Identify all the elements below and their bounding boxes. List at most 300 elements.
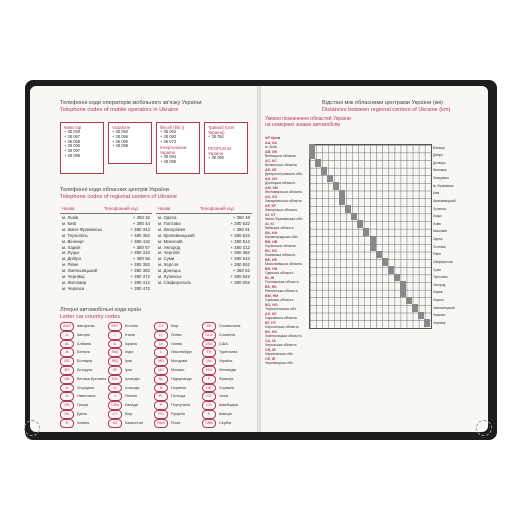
region-plate-code: ВА, НА: [265, 230, 278, 235]
country-name: Ісландія: [125, 385, 140, 390]
city-phone-code: + 380 382: [130, 268, 150, 274]
country-name: Швеція: [219, 411, 232, 416]
operator-code: + 38 093: [160, 133, 177, 139]
country-name: Росія: [171, 420, 181, 425]
country-code-oval: RO: [154, 410, 168, 419]
country-name: Швейцарія: [219, 403, 238, 408]
country-code-oval: N: [154, 384, 168, 393]
distance-row-city: Київ: [433, 191, 440, 196]
letter-code-row: [154, 401, 192, 410]
letter-title-en: Letter car country codes: [60, 314, 121, 320]
distance-row-city: Ужгород: [433, 282, 446, 287]
plates-title-ua: Умовні позначення областей України: [265, 116, 351, 122]
letter-code-row: [154, 392, 192, 401]
operator-code: + 38 089: [160, 159, 177, 165]
operator-box-vodafone: [108, 122, 152, 164]
column-header-code: Телефонний код: [200, 206, 234, 211]
country-code-oval: SRB: [202, 419, 216, 428]
operator-code: + 38 097: [64, 148, 81, 154]
country-code-oval: F: [202, 375, 216, 384]
diagonal-cell: [394, 274, 400, 282]
country-name: Індія: [125, 350, 134, 355]
city-name: м. Донецьк: [158, 268, 181, 274]
region-name: Харківська область: [265, 316, 298, 320]
region-plate-code: АР, КР: [265, 203, 277, 208]
letter-code-row: [60, 357, 106, 366]
distance-row-city: Хмельницький: [433, 305, 455, 310]
country-code-oval: GB: [60, 375, 74, 384]
letter-code-row: [108, 419, 143, 428]
region-name: Рівненська область: [265, 289, 298, 293]
city-name: м. Миколаїв: [158, 238, 183, 244]
operator-code: + 38 099: [112, 143, 129, 149]
country-code-oval: SK: [202, 322, 216, 331]
letter-code-row: [202, 366, 240, 375]
letter-code-row: [108, 348, 143, 357]
country-name: Болгарія: [77, 359, 93, 364]
operator-name: PEOPLEnet Україна: [208, 145, 232, 156]
country-name: Кіпр: [171, 324, 179, 328]
letter-code-row: [154, 375, 192, 384]
distance-row-city: Полтава: [433, 244, 446, 249]
letter-code-row: [108, 375, 143, 384]
letter-code-row: [202, 410, 240, 419]
operator-box-lifecell: [156, 122, 200, 174]
country-code-oval: RUS: [154, 419, 168, 428]
letter-code-row: [154, 419, 192, 428]
diagonal-cell: [339, 197, 345, 205]
region-name: Черкаська область: [265, 343, 297, 347]
city-phone-code: + 380 512: [230, 238, 250, 244]
country-code-oval: LT: [154, 331, 168, 340]
region-name: Чернівецька обл.: [265, 361, 294, 365]
region-plate-code: ВВ, НВ: [265, 239, 278, 244]
mobile-title-ua: Телефонні коди операторів мобільного зв'язку України: [60, 100, 202, 106]
country-name: Норвегія: [171, 385, 187, 390]
diagonal-cell: [382, 258, 388, 266]
country-code-oval: D: [60, 392, 74, 401]
city-name: м. Рівне: [62, 262, 79, 268]
country-code-oval: IL: [108, 340, 122, 349]
region-plate-code: АР Крим: [265, 136, 281, 140]
operator-name: Київстар: [64, 125, 82, 130]
country-name: США: [219, 341, 228, 346]
country-name: Португалія: [171, 403, 191, 408]
diagonal-cell: [412, 304, 418, 312]
country-code-oval: KZ: [108, 419, 122, 428]
country-code-oval: CY: [108, 410, 122, 419]
country-code-oval: S: [202, 410, 216, 419]
letter-code-row: [108, 392, 143, 401]
region-plate-code: ВС, НС: [265, 248, 278, 253]
region-name: Одеська область: [265, 271, 294, 275]
distance-row-city: Запоріжжя: [433, 176, 449, 180]
region-name: Чернігівська обл.: [265, 352, 294, 356]
city-phone-code: + 380 522: [230, 232, 250, 238]
letter-code-row: [154, 384, 192, 393]
operator-code: + 38 096: [64, 143, 81, 149]
city-name: м. Київ: [62, 220, 77, 226]
city-phone-code: + 380 48: [232, 215, 250, 220]
city-phone-code: + 380 44: [132, 220, 150, 226]
country-name: Греція: [77, 403, 89, 408]
city-name: м. Сімферополь: [158, 279, 192, 285]
country-code-oval: CY: [154, 322, 168, 331]
letter-code-row: [154, 410, 192, 419]
country-code-oval: IRQ: [108, 357, 122, 366]
country-code-oval: IR: [108, 366, 122, 375]
letter-code-row: [202, 357, 240, 366]
region-plate-code: ВЕ, НЕ: [265, 257, 277, 262]
country-code-oval: CDN: [108, 401, 122, 410]
letter-code-row: [202, 419, 240, 428]
country-name: Монако: [171, 367, 185, 372]
distance-row-city: Херсон: [433, 298, 444, 302]
corner-mark-right: [476, 420, 492, 436]
region-name: Дніпропетровська обл.: [265, 172, 303, 176]
corner-mark-left: [24, 420, 40, 436]
letter-code-column: [154, 322, 192, 428]
country-name: Іран: [125, 367, 133, 372]
letter-code-row: [202, 401, 240, 410]
city-phone-code: + 380 312: [230, 244, 250, 250]
city-name: м. Вінниця: [62, 238, 84, 244]
city-phone-code: + 380 472: [130, 285, 150, 291]
letter-code-row: [60, 322, 106, 331]
country-code-oval: GR: [60, 401, 74, 410]
country-code-oval: B: [60, 348, 74, 357]
city-name: м. Івано-Франківськ: [62, 226, 102, 232]
code-list-left: [110, 215, 150, 292]
city-name: м. Кропивницький: [158, 232, 195, 238]
country-code-oval: PL: [154, 392, 168, 401]
operator-code: + 38 092: [208, 154, 225, 160]
diagonal-cell: [388, 266, 394, 274]
city-phone-code: + 380 352: [130, 232, 150, 238]
distance-row-city: Суми: [433, 267, 441, 272]
letter-code-row: [202, 375, 240, 384]
city-phone-code: + 380 362: [130, 262, 150, 268]
distance-row-city: Харків: [433, 290, 443, 295]
distance-row-city: Луцьк: [433, 214, 442, 219]
country-name: Данія: [77, 411, 87, 416]
letter-code-row: [202, 322, 240, 331]
country-name: Бельгія: [77, 350, 90, 355]
region-plate-code: АМ, КМ: [265, 185, 278, 190]
country-name: Канада: [125, 403, 138, 408]
regional-title-en: Telephone codes of regional centers of Ukraine: [60, 194, 177, 200]
operator-code: + 38 068: [64, 138, 81, 144]
diagonal-cell: [376, 251, 382, 259]
country-code-oval: DK: [60, 410, 74, 419]
diagonal-cell: [333, 182, 339, 190]
city-phone-code: + 380 432: [130, 238, 150, 244]
country-code-oval: NL: [154, 375, 168, 384]
city-name: м. Запоріжжя: [158, 226, 186, 232]
letter-code-row: [108, 401, 143, 410]
city-phone-code: + 380 652: [230, 279, 250, 285]
column-header-name: Назва: [62, 206, 75, 211]
operator-box-kyivstar: [60, 122, 104, 174]
country-code-oval: AL: [60, 340, 74, 349]
city-phone-code: + 380 62: [232, 268, 250, 274]
plates-title-en: на номерних знаках автомобілів: [265, 122, 340, 128]
region-name: Запорізька область: [265, 208, 298, 212]
region-name: м. Київ: [265, 145, 277, 149]
city-phone-code: + 380 412: [130, 279, 150, 285]
country-name: Фінляндія: [219, 367, 237, 372]
city-name: м. Дніпро: [62, 256, 82, 262]
country-code-oval: P: [154, 401, 168, 410]
diagonal-cell: [363, 228, 369, 236]
letter-code-row: [108, 357, 143, 366]
city-name: м. Полтава: [158, 220, 181, 226]
country-name: Туреччина: [219, 350, 238, 355]
letter-code-row: [60, 340, 106, 349]
letter-code-row: [108, 366, 143, 375]
city-phone-code: + 380 372: [130, 274, 150, 280]
city-list-left: [62, 215, 102, 292]
country-code-oval: E: [60, 419, 74, 428]
operator-code: + 38 067: [64, 133, 81, 139]
city-name: м. Житомир: [62, 279, 87, 285]
region-name: Хмельницька область: [265, 334, 302, 338]
region-code-list: [265, 136, 307, 366]
region-plate-code: АС, КС: [265, 158, 277, 163]
letter-code-row: [154, 340, 192, 349]
operator-code: + 38 095: [112, 138, 129, 144]
operator-name: lifecell (life:)): [160, 125, 185, 130]
letter-code-row: [60, 348, 106, 357]
country-code-oval: A: [60, 331, 74, 340]
country-code-oval: SLO: [202, 331, 216, 340]
country-name: Австрія: [77, 332, 91, 337]
diagonal-cell: [418, 312, 424, 320]
distance-row-city: Дніпро: [433, 153, 443, 158]
region-plate-code: АТ, КТ: [265, 212, 276, 217]
letter-code-row: [60, 384, 106, 393]
region-plate-code: СА, ІА: [265, 338, 276, 343]
city-phone-code: + 380 57: [132, 244, 150, 250]
diagonal-cell: [351, 213, 357, 221]
city-name: м. Черкаси: [62, 285, 85, 291]
country-name: Італія: [125, 332, 135, 337]
diagonal-cell: [370, 243, 376, 251]
region-plate-code: АА, КА: [265, 140, 277, 145]
page-gutter: [257, 86, 261, 432]
letter-code-row: [108, 322, 143, 331]
header-rule: [60, 213, 152, 214]
city-phone-code: + 380 552: [230, 262, 250, 268]
region-name: Миколаївська область: [265, 262, 303, 266]
country-code-oval: EST: [108, 322, 122, 331]
country-name: Велика Британія: [77, 376, 107, 381]
city-phone-code: + 380 642: [230, 274, 250, 280]
operator-code: + 38 050: [112, 129, 129, 134]
header-rule: [156, 213, 252, 214]
country-name: Сербія: [219, 420, 232, 425]
region-name: Тернопільська обл.: [265, 307, 297, 311]
distance-row-city: Рівне: [433, 252, 442, 257]
country-code-oval: MD: [154, 357, 168, 366]
city-phone-code: + 380 542: [230, 256, 250, 262]
letter-code-row: [60, 375, 106, 384]
distance-row-city: Сімферополь: [433, 259, 454, 264]
city-name: м. Ужгород: [158, 244, 181, 250]
region-name: Сумська область: [265, 298, 294, 302]
city-name: м. Львів: [62, 215, 79, 220]
country-name: Німеччина: [77, 394, 96, 399]
operator-code: + 38 039: [64, 129, 81, 134]
city-name: м. Чернігів: [158, 250, 180, 256]
city-phone-code: + 380 532: [230, 220, 250, 226]
city-phone-code: + 380 61: [232, 226, 250, 232]
operator-code: + 38 098: [64, 152, 81, 158]
operator-box-trimob: [204, 122, 248, 174]
diagonal-cell: [321, 167, 327, 175]
region-plate-code: ВН, НН: [265, 266, 278, 271]
region-plate-code: ВТ, НТ: [265, 320, 277, 325]
country-code-oval: I: [108, 331, 122, 340]
distance-row-city: Львів: [433, 221, 441, 226]
distance-row-city: Ів.-Франківськ: [433, 183, 454, 188]
country-name: Словаччина: [219, 324, 241, 328]
letter-code-row: [154, 331, 192, 340]
region-name: Донецька область: [265, 181, 296, 185]
country-name: Білорусь: [77, 367, 93, 372]
city-phone-code: + 380 342: [130, 226, 150, 232]
region-name: Вінницька область: [265, 154, 297, 158]
country-name: Нідерланди: [171, 376, 192, 381]
region-plate-code: СЕ, ІЕ: [265, 356, 276, 361]
country-code-oval: UA: [202, 357, 216, 366]
region-name: Кіровоградська обл.: [265, 235, 299, 239]
country-name: Ірландія: [125, 376, 140, 381]
letter-code-row: [202, 384, 240, 393]
city-phone-code: + 380 56: [132, 256, 150, 262]
letter-code-row: [108, 340, 143, 349]
letter-code-row: [154, 357, 192, 366]
diagonal-cell: [400, 289, 406, 297]
country-name: Австралія: [77, 324, 95, 328]
distance-row-city: Донецьк: [433, 160, 446, 165]
country-code-oval: IS: [108, 384, 122, 393]
column-header-name: Назва: [158, 206, 171, 211]
mobile-title-en: Telephone codes of mobile operators in Ukraine: [60, 107, 179, 113]
country-code-oval: AUS: [60, 322, 74, 331]
letter-code-row: [154, 322, 192, 331]
regional-title-ua: Телефонні коди обласних центрів України: [60, 187, 169, 193]
country-name: Ізраїль: [125, 341, 138, 346]
country-name: Україна: [219, 359, 233, 364]
distance-title-en: Distances between regional centers of Ukraine (km): [322, 107, 451, 113]
country-code-oval: MC: [154, 366, 168, 375]
country-name: Польща: [171, 394, 186, 399]
region-name: Житомирська область: [265, 190, 303, 194]
city-name: м. Харків: [62, 244, 81, 250]
country-code-oval: H: [60, 384, 74, 393]
letter-code-row: [154, 366, 192, 375]
country-name: Угорщина: [77, 385, 95, 390]
letter-code-column: [108, 322, 143, 428]
region-plate-code: АВ, КВ: [265, 149, 277, 154]
operator-code: + 38 091: [208, 134, 225, 139]
country-name: Чехія: [219, 394, 229, 399]
country-code-oval: BY: [60, 366, 74, 375]
letter-code-row: [60, 331, 106, 340]
operator-name: ТриМоб (Utel Україна): [208, 125, 234, 135]
region-plate-code: АХ, КХ: [265, 311, 277, 316]
city-phone-code: + 380 32: [132, 215, 150, 220]
letter-code-row: [202, 340, 240, 349]
country-name: Ірак: [125, 359, 132, 364]
distance-row-city: Тернопіль: [433, 275, 448, 280]
code-list-right: [208, 215, 250, 286]
letter-code-row: [60, 410, 106, 419]
country-name: Японія: [125, 394, 137, 399]
country-name: Люксембург: [171, 350, 193, 355]
city-name: м. Суми: [158, 256, 175, 262]
city-name: м. Тернопіль: [62, 232, 88, 238]
region-plate-code: СВ, ІВ: [265, 347, 276, 352]
distance-row-city: Чернівці: [433, 320, 446, 325]
operator-name: Vodafone: [112, 125, 131, 130]
country-code-oval: CZ: [202, 392, 216, 401]
distance-row-city: Черкаси: [433, 313, 446, 318]
region-plate-code: ВК, НК: [265, 284, 277, 289]
letter-code-row: [60, 392, 106, 401]
country-name: Латвія: [171, 341, 183, 346]
region-name: Львівська область: [265, 253, 296, 257]
region-name: Херсонська область: [265, 325, 299, 329]
letter-code-row: [202, 392, 240, 401]
distance-row-city: Житомир: [433, 168, 447, 173]
letter-code-row: [108, 384, 143, 393]
letter-code-row: [60, 419, 106, 428]
region-name: Волинська область: [265, 163, 298, 167]
city-phone-code: + 380 332: [130, 250, 150, 256]
region-plate-code: ВО, НО: [265, 302, 278, 307]
country-name: Молдова: [171, 359, 187, 364]
city-name: м. Херсон: [158, 262, 179, 268]
country-code-oval: USA: [202, 340, 216, 349]
region-name: Київська область: [265, 226, 294, 230]
region-plate-code: АО, КО: [265, 194, 278, 199]
country-name: Казахстан: [125, 420, 143, 425]
country-code-oval: J: [108, 392, 122, 401]
city-name: м. Луганськ: [158, 274, 182, 280]
country-name: Румунія: [171, 411, 185, 416]
letter-code-row: [154, 348, 192, 357]
distance-row-city: Кропивницький: [433, 198, 456, 203]
operator-code: + 38 066: [112, 133, 129, 139]
letter-code-column: [202, 322, 240, 428]
diagonal-cell: [339, 190, 345, 198]
country-code-oval: BG: [60, 357, 74, 366]
city-name: м. Хмельницький: [62, 268, 98, 274]
operator-code: + 38 094: [160, 154, 177, 160]
diagonal-cell: [309, 152, 315, 160]
letter-code-row: [60, 401, 106, 410]
diagonal-cell: [406, 297, 412, 305]
country-code-oval: TR: [202, 348, 216, 357]
country-name: Іспанія: [77, 420, 90, 425]
region-name: Луганська область: [265, 244, 297, 248]
letter-code-row: [108, 410, 143, 419]
country-code-oval: CH: [202, 401, 216, 410]
operator-code: + 38 063: [160, 129, 177, 134]
country-code-oval: HR: [202, 384, 216, 393]
